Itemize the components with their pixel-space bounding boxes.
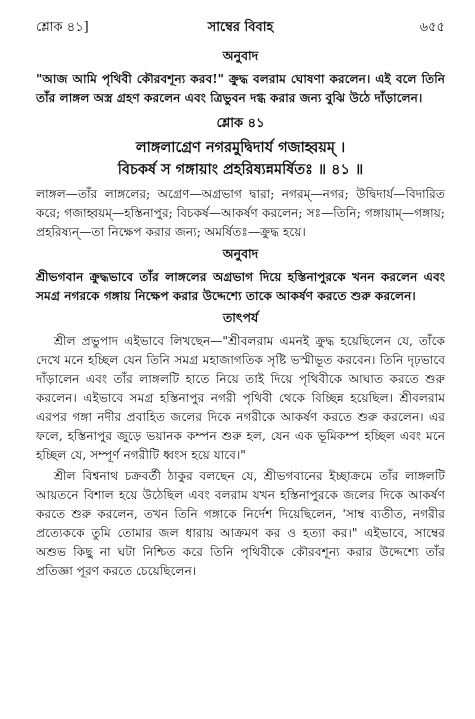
page-body xyxy=(36,44,445,583)
translation-heading: অনুবাদ xyxy=(222,48,259,63)
synonyms-text: লাঙ্গল—তাঁর লাঙ্গলের; অগ্রেণ—অগ্রভাগ দ্বারা; নগরম্—নগর; উদ্বিদার্য—বিদারিত করে; গজাহ্বয়ম্—হস্তিনাপুর; বিচকর্ষ—আকর্ষণ করলেন; সঃ—তিনি; গঙ্গায়াম্—গঙ্গায়; প্রহরিষ্যন্—তা নিক্ষেপ করার জন্য; অমর্ষিতঃ—ক্রুদ্ধ হয়ে। xyxy=(36,187,445,239)
verse-line-2: বিচকর্ষ স গঙ্গায়াং প্রহরিষ্যন্নমর্ষিতঃ ॥ ৪১ ॥ xyxy=(117,161,364,178)
translation-text: "আজ আমি পৃথিবী কৌরবশূন্য করব!" ক্রুদ্ধ বলরাম ঘোষণা করলেন। এই বলে তিনি তাঁর লাঙ্গল অস্ত্র গ্রহণ করলেন এবং ত্রিভুবন দগ্ধ করার জন্য বুঝি উঠে দাঁড়ালেন। xyxy=(36,72,445,105)
chapter-title: সাম্বের বিবাহ xyxy=(207,20,274,35)
purport-heading: তাৎপর্য xyxy=(222,310,259,325)
translation-heading-2: অনুবাদ xyxy=(222,246,259,261)
verse-line-1: লাঙ্গলাগ্রেণ নগরমুদ্বিদার্য গজাহ্বয়ম্ । xyxy=(135,139,346,156)
purport-paragraph-2: শ্রীল বিশ্বনাথ চক্রবর্তী ঠাকুর বলছেন যে, শ্রীভগবানের ইচ্ছাক্রমে তাঁর লাঙ্গলটি আয়তনে বিশাল হয়ে উঠেছিল এবং বলরাম যখন হস্তিনাপুরকে জলের দিকে আকর্ষণ করতে শুরু করলেন, তখন তিনি গঙ্গাকে নির্দেশ দিয়েছিলেন, 'সাম্ব ব্যতীত, নগরীর প্রত্যেককে তুমি তোমার জল ধারায় আক্রমণ কর ও হত্যা কর।" এইভাবে, সাম্বের অশুভ কিছু না ঘটা নিশ্চিত করে তিনি পৃথিবীকে কৌরবশূন্য করার উদ্দেশ্যে তাঁর প্রতিজ্ঞা পূরণ করতে চেয়েছিলেন। xyxy=(36,469,445,578)
page-number: ৬৫৫ xyxy=(419,20,445,35)
running-header xyxy=(36,18,445,36)
purport-paragraph-1: শ্রীল প্রভুপাদ এইভাবে লিখছেন—"শ্রীবলরাম এমনই ক্রুদ্ধ হয়েছিলেন যে, তাঁকে দেখে মনে হচ্ছিল যেন তিনি সমগ্র মহাজাগতিক সৃষ্টি ভস্মীভূত করবেন। তিনি দৃঢ়ভাবে দাঁড়ালেন এবং তাঁর লাঙ্গলটি হাতে নিয়ে তাই দিয়ে পৃথিবীকে আঘাত করতে শুরু করলেন। এইভাবে সমগ্র হস্তিনাপুর নগরী পৃথিবী থেকে বিচ্ছিন্ন হয়েছিল। শ্রীবলরাম এরপর গঙ্গা নদীর প্রবাহিত জলের দিকে নগরীকে আকর্ষণ করতে শুরু করলেন। এর ফলে, হস্তিনাপুর জুড়ে ভয়ানক কম্পন শুরু হল, যেন এক ভূমিকম্প হচ্ছিল এবং মনে হচ্ছিল যে, সম্পূর্ণ নগরীটি ধ্বংস হয়ে যাবে।" xyxy=(36,334,445,462)
verse-reference: শ্লোক ৪১] xyxy=(36,20,89,35)
translation-text-2: শ্রীভগবান ক্রুদ্ধভাবে তাঁর লাঙ্গলের অগ্রভাগ দিয়ে হস্তিনাপুরকে খনন করলেন এবং সমগ্র নগরকে গঙ্গায় নিক্ষেপ করার উদ্দেশ্যে তাকে আকর্ষণ করতে শুরু করলেন। xyxy=(36,270,445,303)
verse-title: শ্লোক ৪১ xyxy=(216,116,265,131)
